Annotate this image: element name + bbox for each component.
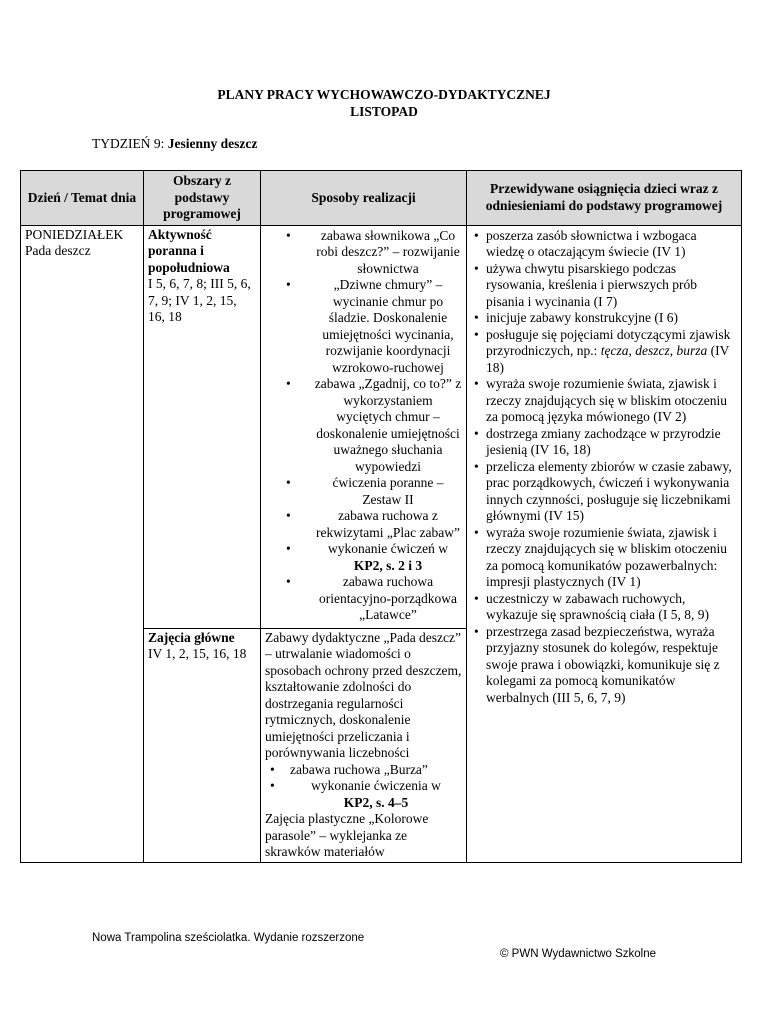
list-item: • wyraża swoje rozumienie świata, zjawisk i rzeczy znajdujących się w bliskim otoczeniu za pomocą komunikatów pozawerbalnych: impresji plastycznych (IV 1) (471, 525, 737, 591)
list-item: • inicjuje zabawy konstrukcyjne (I 6) (471, 310, 737, 327)
list-item: • zabawa ruchowa z rekwizytami „Plac zabaw” (265, 508, 462, 541)
list-item: • przestrzega zasad bezpieczeństwa, wyraża przyjazny stosunek do kolegów, respektuje swoje prawa i obowiązki, komunikuje się z kolegami za pomocą komunikatów werbalnych (III 5, 6, 7, 9) (471, 624, 737, 707)
header-methods: Sposoby realizacji (261, 171, 467, 226)
morning-area-cell (144, 225, 261, 628)
list-item: • używa chwytu pisarskiego podczas rysowania, kreślenia i pierwszych prób pisania i wycinania (I 7) (471, 261, 737, 311)
week-theme: Jesienny deszcz (167, 136, 258, 151)
list-item: • uczestniczy w zabawach ruchowych, wykazuje się sprawnością ciała (I 5, 8, 9) (471, 591, 737, 624)
document-subtitle: LISTOPAD (350, 104, 418, 119)
achievements-cell (467, 225, 742, 862)
plan-table (20, 170, 742, 863)
day-topic: Pada deszcz (25, 243, 91, 258)
footer-publication: Nowa Trampolina sześciolatka. Wydanie rozszerzone (92, 932, 365, 944)
main-area-title: Zajęcia główne (148, 629, 235, 645)
list-item (265, 541, 462, 574)
morning-methods-list (265, 228, 462, 624)
main-area-cell (144, 628, 261, 862)
table-header-row (21, 171, 742, 226)
main-intro: Zabawy dydaktyczne „Pada deszcz” – utrwalanie wiadomości o sposobach ochrony przed deszczem, kształtowanie zdolności do dostrzegania regularności rytmicznych, doskonalenie umiejętności przeliczania i porównywania liczebności (265, 629, 462, 760)
item4-term3: burza (676, 343, 708, 358)
header-achievements: Przewidywane osiągnięcia dzieci wraz z odniesieniami do podstawy programowej (467, 171, 742, 226)
week-label: TYDZIEŃ 9: (92, 136, 168, 151)
list-item: • poszerza zasób słownictwa i wzbogaca wiedzę o otaczającym świecie (IV 1) (471, 228, 737, 261)
achievements-list (471, 228, 737, 707)
exercise-pages: 2 i 3 (398, 557, 423, 573)
day-name: PONIEDZIAŁEK (25, 226, 124, 242)
day-cell (21, 225, 144, 862)
week-heading (92, 136, 257, 152)
list-item (265, 778, 462, 811)
item4-text: posługuje się pojęciami dotyczącymi zjawisk przyrodniczych, np.: (486, 326, 731, 358)
item4-term2: deszcz (635, 343, 670, 358)
list-item: • zabawa słownikowa „Co robi deszcz?” – rozwijanie słownictwa (265, 228, 462, 278)
list-item: • przelicza elementy zbiorów w czasie zabawy, prac porządkowych, ćwiczeń i wykonywania innych czynności, posługuje się liczebnikami głównymi (IV 15) (471, 459, 737, 525)
footer-copyright: © PWN Wydawnictwo Szkolne (500, 948, 656, 960)
main-exercise-pages: , s. 4–5 (369, 794, 409, 810)
header-areas: Obszary z podstawy programowej (144, 171, 261, 226)
main-art: Zajęcia plastyczne „Kolorowe parasole” – wyklejanka ze skrawków materiałów (265, 811, 429, 859)
main-area-refs: IV 1, 2, 15, 16, 18 (148, 646, 247, 661)
exercise-mid: , s. (379, 557, 399, 573)
item4-term1: tęcza (600, 343, 629, 358)
list-item: • posługuje się pojęciami dotyczącymi zjawisk przyrodniczych, np.: tęcza, deszcz, burza (IV 18) (471, 327, 737, 377)
exercise-kp: KP2 (353, 557, 380, 573)
morning-area-title: Aktywność poranna i popołudniowa (148, 226, 230, 275)
main-exercise-kp: KP2 (343, 794, 370, 810)
list-item: • wyraża swoje rozumienie świata, zjawisk i rzeczy znajdujących się w bliskim otoczeniu za pomocą języka mówionego (IV 2) (471, 376, 737, 426)
morning-area-refs: I 5, 6, 7, 8; III 5, 6, 7, 9; IV 1, 2, 15, 16, 18 (148, 276, 251, 324)
list-item: • zabawa ruchowa „Burza” (265, 762, 462, 779)
list-item: • „Dziwne chmury” – wycinanie chmur po śladzie. Doskonalenie umiejętności wycinania, rozwijanie koordynacji wzrokowo-ruchowej (265, 277, 462, 376)
main-exercise-prefix: wykonanie ćwiczenia w (311, 778, 441, 793)
list-item: • zabawa ruchowa orientacyjno-porządkowa „Latawce” (265, 574, 462, 624)
header-day: Dzień / Temat dnia (21, 171, 144, 226)
document-title: PLANY PRACY WYCHOWAWCZO-DYDAKTYCZNEJ (217, 87, 551, 102)
morning-methods-cell (261, 225, 467, 628)
exercise-prefix: wykonanie ćwiczeń w (328, 541, 448, 556)
main-methods-cell (261, 628, 467, 862)
table-row-morning (21, 225, 742, 628)
list-item: • zabawa „Zgadnij, co to?” z wykorzystaniem wyciętych chmur – doskonalenie umiejętności uważnego słuchania wypowiedzi (265, 376, 462, 475)
main-methods-list (265, 762, 462, 812)
item4-ref: (IV 18) (486, 343, 730, 375)
list-item: • dostrzega zmiany zachodzące w przyrodzie jesienią (IV 16, 18) (471, 426, 737, 459)
list-item: • ćwiczenia poranne – Zestaw II (265, 475, 462, 508)
